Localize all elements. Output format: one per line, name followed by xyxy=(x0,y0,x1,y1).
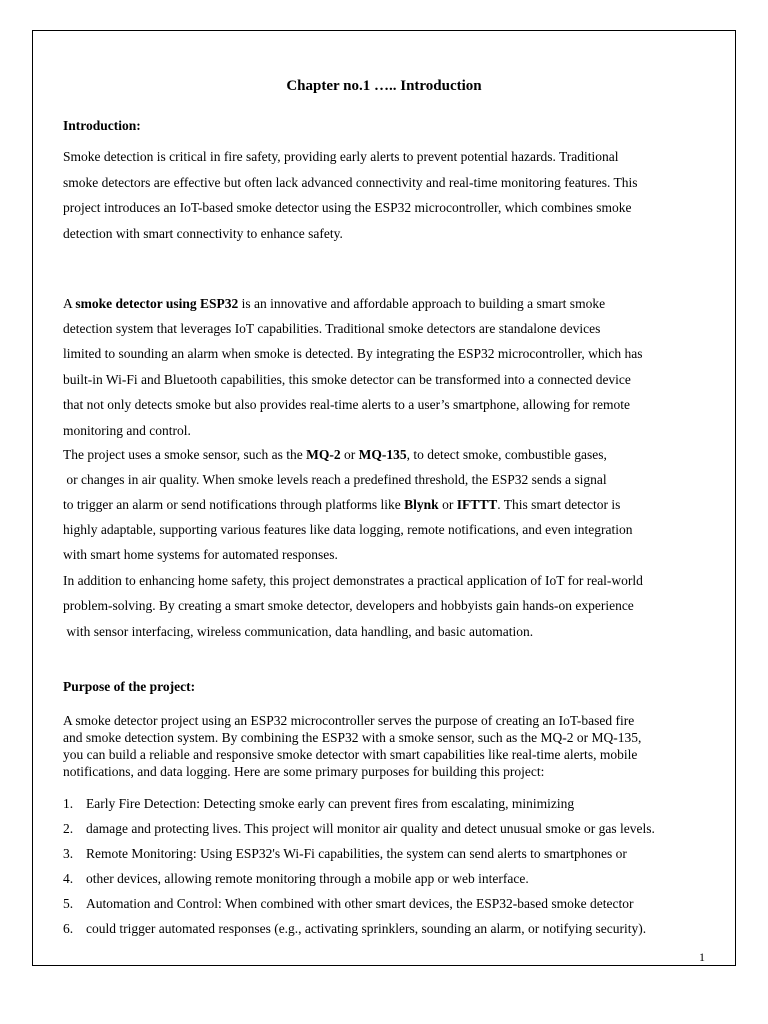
intro-line: smoke detectors are effective but often lack advanced connectivity and real-time monitoring features. This xyxy=(63,175,638,190)
bold-term: MQ-2 xyxy=(306,447,341,462)
purpose-heading: Purpose of the project: xyxy=(63,679,196,694)
para2-line: A smoke detector using ESP32 is an innovative and affordable approach to building a smart smoke xyxy=(63,296,606,311)
para3-line: with smart home systems for automated responses. xyxy=(63,547,338,562)
list-item-number: 1. xyxy=(63,796,74,811)
list-item: Remote Monitoring: Using ESP32's Wi-Fi capabilities, the system can send alerts to smartphones or xyxy=(86,846,627,861)
list-item: damage and protecting lives. This project will monitor air quality and detect unusual smoke or gas levels. xyxy=(86,821,655,836)
para2-line: built-in Wi-Fi and Bluetooth capabilities, this smoke detector can be transformed into a connected device xyxy=(63,372,631,387)
intro-line: project introduces an IoT-based smoke detector using the ESP32 microcontroller, which combines smoke xyxy=(63,200,632,215)
chapter-title: Chapter no.1 ….. Introduction xyxy=(286,78,482,94)
para3-line: or changes in air quality. When smoke levels reach a predefined threshold, the ESP32 sends a signal xyxy=(63,472,607,487)
para2-line: monitoring and control. xyxy=(63,423,191,438)
para2-line: limited to sounding an alarm when smoke is detected. By integrating the ESP32 microcontroller, which has xyxy=(63,346,643,361)
bold-term: MQ-135 xyxy=(358,447,407,462)
intro-heading: Introduction: xyxy=(63,118,141,133)
list-item: other devices, allowing remote monitoring through a mobile app or web interface. xyxy=(86,871,529,886)
list-item: Automation and Control: When combined with other smart devices, the ESP32-based smoke detector xyxy=(86,896,634,911)
bold-term: smoke detector using ESP32 xyxy=(75,296,239,311)
bold-term: IFTTT xyxy=(456,497,498,512)
para2-line: detection system that leverages IoT capabilities. Traditional smoke detectors are standalone devices xyxy=(63,321,601,336)
list-item-number: 5. xyxy=(63,896,74,911)
list-item: Early Fire Detection: Detecting smoke early can prevent fires from escalating, minimizing xyxy=(86,796,575,811)
purpose-line: and smoke detection system. By combining the ESP32 with a smoke sensor, such as the MQ-2 or MQ-135, xyxy=(63,730,642,745)
purpose-line: A smoke detector project using an ESP32 microcontroller serves the purpose of creating an IoT-based fire xyxy=(63,713,635,728)
para2-line: that not only detects smoke but also provides real-time alerts to a user’s smartphone, allowing for remote xyxy=(63,397,630,412)
purpose-line: you can build a reliable and responsive smoke detector with smart capabilities like real-time alerts, mobile xyxy=(63,747,638,762)
list-item-number: 4. xyxy=(63,871,74,886)
list-item: could trigger automated responses (e.g., activating sprinklers, sounding an alarm, or notifying security). xyxy=(86,921,647,936)
para3-line: The project uses a smoke sensor, such as the MQ-2 or MQ-135, to detect smoke, combustible gases, xyxy=(63,447,607,462)
list-item-number: 3. xyxy=(63,846,74,861)
intro-line: Smoke detection is critical in fire safety, providing early alerts to prevent potential hazards. Traditional xyxy=(63,149,619,164)
para4-line: problem-solving. By creating a smart smoke detector, developers and hobbyists gain hands-on experience xyxy=(63,598,634,613)
list-item-number: 6. xyxy=(63,921,74,936)
page-number: 1 xyxy=(699,950,705,964)
intro-line: detection with smart connectivity to enhance safety. xyxy=(63,226,343,241)
list-item-number: 2. xyxy=(63,821,74,836)
purpose-line: notifications, and data logging. Here are some primary purposes for building this project: xyxy=(63,764,545,779)
bold-term: Blynk xyxy=(404,497,439,512)
para4-line: In addition to enhancing home safety, this project demonstrates a practical application of IoT for real-world xyxy=(63,573,643,588)
para3-line: to trigger an alarm or send notifications through platforms like Blynk or IFTTT. This smart detector is xyxy=(63,497,621,512)
para3-line: highly adaptable, supporting various features like data logging, remote notifications, and even integration xyxy=(63,522,633,537)
para4-line: with sensor interfacing, wireless communication, data handling, and basic automation. xyxy=(63,624,534,639)
